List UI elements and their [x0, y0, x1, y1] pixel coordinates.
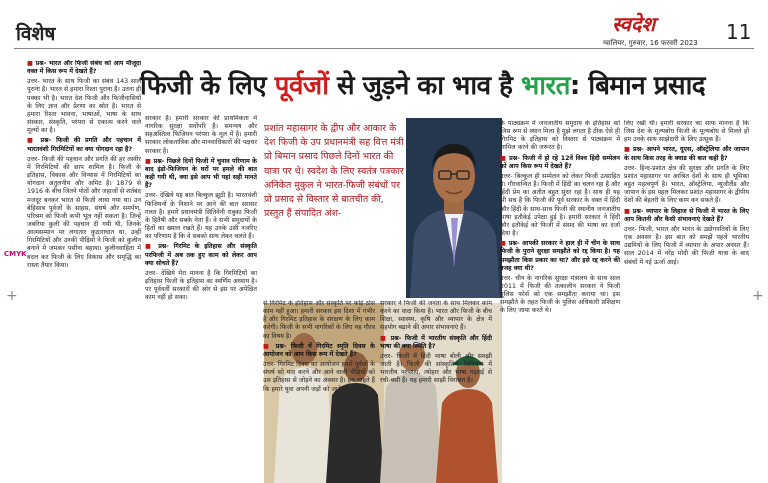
headline-part: फिजी के लिए: [140, 71, 275, 101]
registration-cross-icon: +: [752, 288, 764, 304]
interview-answer: उत्तर- फिजी की पहचान और प्रगति की हर तस्वीर में गिरमिटियों की छाप शामिल है। फिजी के इतिहास, विकास और विन्यास में गिरमिटियों का योगदान अतुलनीय और अमिट है। 1879 से 1916 के बीच जितने पोतों और जहाजों से शर्तबंद मजदूर बनकर भारत से फिजी लाया गया था। उन बेहिसाब पूर्वजों के साहस, संघर्ष और समर्पण, परिश्रम को फिजी कभी भूल नहीं सकता है। जिन्हें जबरिया कुली की पहचान दी गयी थी, जिनके आत्मसम्मान पर लगातार कुठाराघात था, उन्हीं गिरमिटियों और उनकी पीढ़ियों ने फिजी को कुलीन बनाने में जमकर पसीना बहाया। कुलीनवाहिता में बदल कर फिजी के लिए विकास और समृद्धि का रास्ता तैयार किया।: [27, 155, 141, 269]
interview-answer: सरकार है। हमारी सरकार की प्राथमिकता में नागरिक सुरक्षा सर्वोपरि है। समन्वय और सहअस्तित्व फिजियन परंपरा के मूल में है। हमारी सरकार लोकतांत्रिक और मानवाधिकारों की पक्षधर सरकार है।: [145, 115, 257, 155]
article-column-2: [145, 115, 257, 480]
article-column-1: [27, 60, 141, 480]
interview-answer: उत्तर- बिल्कुल ही सम्मेलन को लेकर फिजी उत्साहित है। गौरवान्वित है। फिजी में हिंदी का चलन रहा है और हिंदी प्रेम का अतीत बहुत सुंदर रहा है। साथ ही यह भी सच है कि फिजी की पूर्व सरकार के वक्त में हिंदी और हिंदी के साथ-साथ फिजी की स्थानीय जनजातीय भाषा इतौकेई उपेक्षा हुई है। हमारी सरकार ने हिंदी और इतौकेई को फिजी में संसद की भाषा का दर्जा दिया है।: [500, 172, 620, 238]
headline-highlight-green: भारत: [520, 71, 570, 101]
article-column-5: [500, 120, 620, 480]
interview-question: ■ प्रश्न- गिरमिट के इतिहास और संस्कृति परफिजी में अब तक हुए काम को लेकर आप क्या सोचते हैं?: [145, 243, 257, 267]
article-column-6: [624, 120, 749, 480]
registration-cross-icon: +: [6, 288, 18, 304]
interview-question: ■ प्रश्न- आपकी सरकार ने हाल ही में चीन के साथ फिजी के पुराने सुरक्षा समझौते को रद्द किया है। यह समझौता किस प्रकार का था? और इसे रद्द करने की वजह क्या थी?: [500, 240, 620, 273]
cmyk-registration-marks: CMYK: [4, 250, 27, 258]
headline-part: : बिमान प्रसाद: [569, 71, 706, 101]
interview-answer: उत्तर- देखिये मेरा मानना है कि गिरमिटियों का इतिहास फिजी के इतिहास का स्वर्णिम अध्याय है। पर पूर्ववर्ती सरकारों की ओर से इस पर अपेक्षित काम नहीं हो सका।: [145, 269, 257, 302]
interview-question: ■ प्रश्न- व्यापार के लिहाज से फिजी में भारत के लिए आप कितनी और कैसी संभावनाएं देखते हैं?: [624, 208, 749, 224]
interview-answer: उत्तर- देखिये यह बात बिल्कुल झूठी है। भारतवंशी फिजियनों के निशाने पर आने की बात सरासर गलत है। हमारे प्रधानमंत्री सितिवेनी राबुका फिजी के हितैषी और सबके नेता हैं। वे सभी समुदायों के हितों का ख्याल रखते हैं। यह उनके उसी नजरिए का परिणाम है कि वे सबको साथ लेकर चलते हैं।: [145, 192, 257, 241]
interview-answer: लिए रखी थीं। हमारी सरकार का साफ मानना है कि जिस देश के मूल्यबोध फिजी के मूल्यबोध से मिलते हों हम उनके साथ साझेदारी के लिए उत्सुक हैं।: [624, 120, 749, 144]
interview-answer: सरकार ने फिजी की जनता के साथ मिलकर काम करने का वादा किया है। भारत और फिजी के बीच शिक्षा, स्वास्थ्य, कृषि और व्यापार के क्षेत्र में सहयोग बढ़ाने की अपार संभावनाएं हैं।: [380, 300, 492, 332]
interview-answer: उत्तर- गिरमिट दिवस का आयोजन हमारे पूर्वजों के संघर्ष को याद करने और आने वाली पीढ़ियों को उस इतिहास से जोड़ने का अवसर है। हम चाहते हैं कि हमारे युवा अपनी जड़ों को जानें।: [263, 361, 375, 393]
interview-question: ■ प्रश्न- फिजी में हो रहे 12वें विश्व हिंदी सम्मेलन को आप किस रूप में देखते हैं?: [500, 155, 620, 171]
portrait-illustration: [406, 118, 502, 298]
dateline: ग्वालियर, गुरुवार, 16 फरवरी 2023: [603, 39, 698, 47]
newspaper-masthead: स्वदेश: [612, 12, 656, 36]
portrait-photo: [406, 118, 502, 298]
headline-highlight-red: पूर्वजों: [274, 71, 329, 101]
interview-answer: के पाठ्यक्रम में जनजातीय समुदाय के इतिहास को जिस रूप से स्थान मिला है मुझे लगता है ठीक ऐसे ही गिरमिट के इतिहास को विस्तार से पाठ्यक्रम में शामिल करने की जरूरत है।: [500, 120, 620, 152]
interview-question: ■ प्रश्न- आपने भारत, यूएस, ऑस्ट्रेलिया और जापान के साथ किस तरह के क्वाड की बात कही है?: [624, 146, 749, 162]
headline: [140, 66, 740, 116]
interview-question: ■ प्रश्न- फिजी की प्रगति और पहचान में भारतवंशी गिरमिटियों का क्या योगदान रहा है?: [27, 137, 141, 153]
article-intro: प्रशांत महासागर के द्वीप और आकार के देश फिजी के उप प्रधानमंत्री सह वित्त मंत्री प्रो बिमान प्रसाद पिछले दिनों भारत की यात्रा पर थे। स्वदेश के लिए स्वतंत्र पत्रकार अनिकेत मुकुल ने भारत-फिजी संबंधों पर प्रो प्रसाद से विस्तार से बातचीत की, प्रस्तुत हैं संपादित अंश-: [264, 123, 404, 220]
headline-part: से जुड़ने का भाव है: [328, 71, 521, 101]
interview-answer: उत्तर- भारत के साथ फिजी का संबंध 143 साल पुराना है। भारत से हमारा रिश्ता पुराना है। उतना ही पक्का भी है। भारत देश फिजी और फिजीवासियों के लिए ज्ञान और प्रेरणा का स्रोत है। भारत से हमारा रिश्ता भावना, भाषाओं, भाषा के साथ संस्कार, संस्कृति, परंपरा से एकात्म करने वाले मूल्यों का है।: [27, 78, 141, 135]
article-column-3: [263, 300, 375, 480]
interview-answer: उत्तर- फिजी, भारत और भारत के उद्योगपतियों के लिए एक अवसर है। इस बात को समझें पहले भारतीय उद्यमियों के लिए फिजी में व्यापार के अपार अवसर हैं। साल 2014 में नरेंद्र मोदी की फिजी यात्रा के बाद संबंधों में नई ऊर्जा आई।: [624, 225, 749, 266]
interview-answer: उत्तर- हिन्द-प्रशांत क्षेत्र की सुरक्षा और प्रगति के लिए प्रशांत महासागर पर आश्रित देशों के साथ ही भूमिका बहुत महत्वपूर्ण है। भारत, ऑस्ट्रेलिया, न्यूजीलैंड और जापान के इस पहल मिलकर प्रशांत महासागर के द्वीपीय देशों की बेहतरी के लिए काम कर सकते हैं।: [624, 164, 749, 205]
page-number: 11: [726, 20, 752, 44]
header-divider: [14, 48, 754, 49]
interview-question: ■ प्रश्न- पिछले दिनों फिजी में चुनाव परिणाम के बाद इंडो-फिजियन के घरों पर हमले की बात कही गयी थी, क्या इसे आप भी यहां सही मानते हैं?: [145, 158, 257, 191]
interview-answer: उत्तर- चीन के नागरिक सुरक्षा मंत्रालय के साथ साल 2011 में फिजी की तत्कालीन सरकार ने फिजी पुलिस फोर्स को एक समझौता कराया था। इस समझौते के तहत फिजी के पुलिस अधिकारी प्रशिक्षण के लिए जाया करते थे।: [500, 274, 620, 315]
interview-question: ■ प्रश्न- भारत और फिजी संबंध को आप मौजूदा वक्त में किस रूप में देखते हैं?: [27, 60, 141, 76]
interview-answer: उत्तर- फिजी में हिंदी भाषा बोली और समझी जाती है। फिजी की सांस्कृतिक विविधता में भारतीय परंपराएं, त्योहार और भाषा गहराई से रची-बसी हैं। यह हमारी साझी विरासत है।: [380, 352, 492, 385]
interview-answer: से गिरमिट के इतिहास और संस्कृति पर कोई ठोस काम नहीं हुआ। हमारी सरकार इस दिशा में गंभीर है और गिरमिट इतिहास के संरक्षण के लिए काम करेगी। फिजी के सभी नागरिकों के लिए यह गौरव का विषय है।: [263, 300, 375, 340]
article-column-4: [380, 300, 492, 480]
section-title: विशेष: [16, 23, 56, 45]
interview-question: ■ प्रश्न- फिजी में गिरमिट स्मृति दिवस के आयोजन को आप किस रूप में देखते हैं?: [263, 343, 375, 359]
interview-question: ■ प्रश्न- फिजी में भारतीय संस्कृति और हिंदी भाषा की क्या स्थिति है?: [380, 335, 492, 351]
